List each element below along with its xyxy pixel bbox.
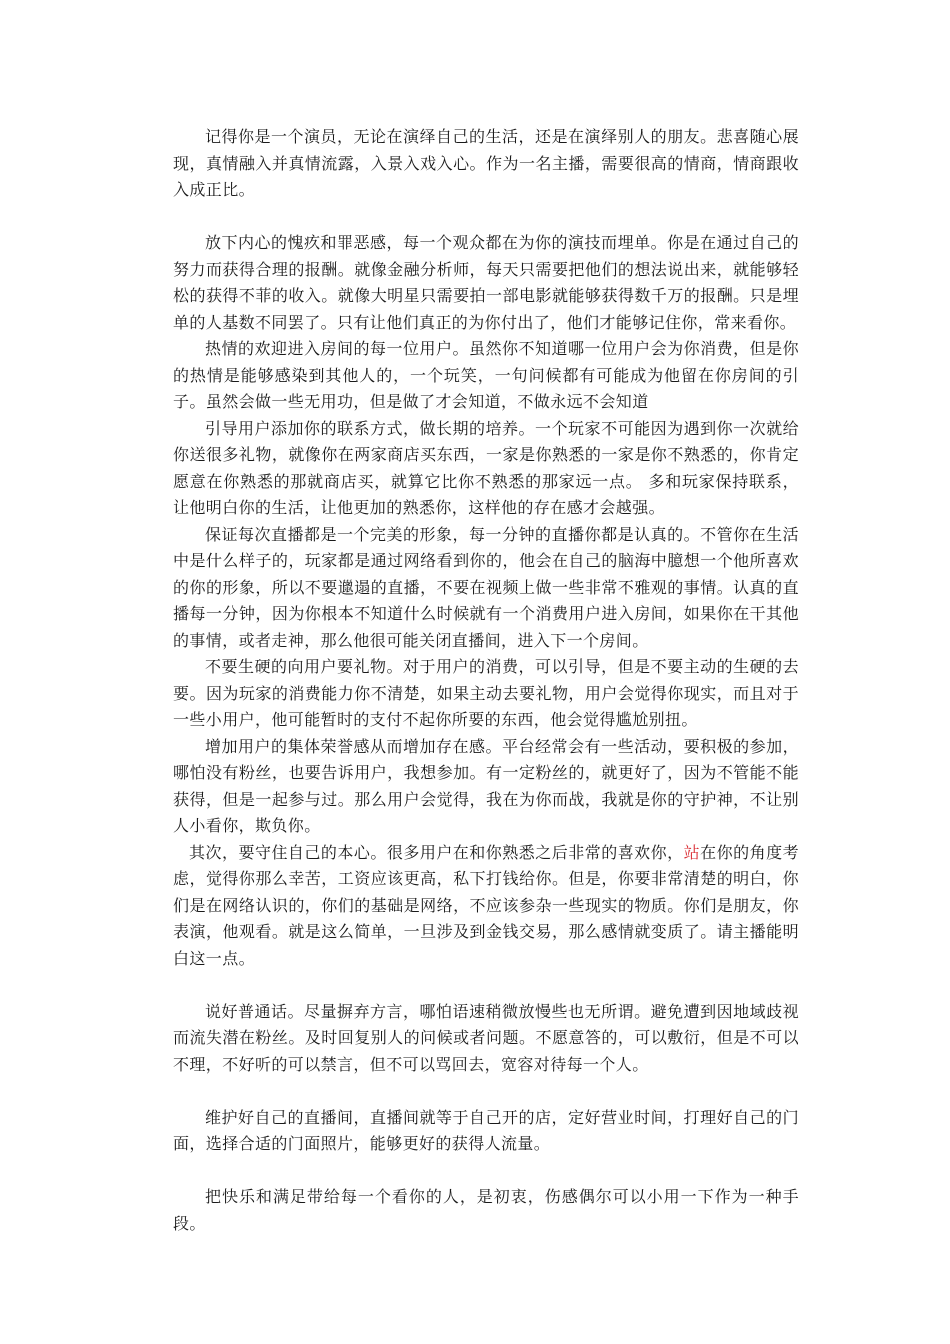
document-body [173, 124, 799, 1237]
highlighted-character: 站 [683, 842, 701, 862]
paragraph-gap [173, 1158, 799, 1185]
paragraph-8-start: 其次，要守住自己的本心。很多用户在和你熟悉之后非常的喜欢你， [189, 842, 684, 862]
paragraph-8 [173, 840, 799, 973]
paragraph-4: 引导用户添加你的联系方式，做长期的培养。一个玩家不可能因为遇到你一次就给你送很多礼物，就像你在两家商店买东西，一家是你熟悉的一家是你不熟悉的，你肯定愿意在你熟悉的那就商店买，就算它比你不熟悉的那家远一点。 多和玩家保持联系，让他明白你的生活，让他更加的熟悉你，这样他的存在感才会越强。 [173, 418, 799, 517]
paragraph-5: 保证每次直播都是一个完美的形象，每一分钟的直播你都是认真的。不管你在生活中是什么样子的，玩家都是通过网络看到你的，他会在自己的脑海中臆想一个他所喜欢的你的形象，所以不要邋遢的直播，不要在视频上做一些非常不雅观的事情。认真的直播每一分钟，因为你根本不知道什么时候就有一个消费用户进入房间，如果你在干其他的事情，或者走神，那么他很可能关闭直播间，进入下一个房间。 [173, 524, 799, 650]
paragraph-2: 放下内心的愧疚和罪恶感，每一个观众都在为你的演技而埋单。你是在通过自己的努力而获得合理的报酬。就像金融分析师，每天只需要把他们的想法说出来，就能够轻松的获得不菲的收入。就像大明星只需要拍一部电影就能够获得数千万的报酬。只是埋单的人基数不同罢了。只有让他们真正的为你付出了，他们才能够记住你，常来看你。 [173, 233, 799, 332]
paragraph-10: 维护好自己的直播间，直播间就等于自己开的店，定好营业时间，打理好自己的门面，选择合适的门面照片，能够更好的获得人流量。 [173, 1107, 799, 1153]
paragraph-8-end: 在你的角度考虑，觉得你那么幸苦，工资应该更高，私下打钱给你。但是，你要非常清楚的明白，你们是在网络认识的，你们的基础是网络，不应该参杂一些现实的物质。你们是朋友，你表演，他观看。就是这么简单，一旦涉及到金钱交易，那么感情就变质了。请主播能明白这一点。 [173, 842, 799, 968]
paragraph-1: 记得你是一个演员，无论在演绎自己的生活，还是在演绎别人的朋友。悲喜随心展现，真情融入并真情流露，入景入戏入心。作为一名主播，需要很高的情商，情商跟收入成正比。 [173, 127, 799, 199]
paragraph-11: 把快乐和满足带给每一个看你的人，是初衷，伤感偶尔可以小用一下作为一种手段。 [173, 1187, 799, 1233]
paragraph-gap [173, 1078, 799, 1105]
paragraph-7: 增加用户的集体荣誉感从而增加存在感。平台经常会有一些活动，要积极的参加，哪怕没有粉丝，也要告诉用户，我想参加。有一定粉丝的，就更好了，因为不管能不能获得，但是一起参与过。那么用户会觉得，我在为你而战，我就是你的守护神，不让别人小看你，欺负你。 [173, 736, 799, 835]
paragraph-gap [173, 204, 799, 231]
paragraph-3: 热情的欢迎进入房间的每一位用户。虽然你不知道哪一位用户会为你消费，但是你的热情是能够感染到其他人的，一个玩笑，一句问候都有可能成为他留在你房间的引子。虽然会做一些无用功，但是做了才会知道，不做永远不会知道 [173, 339, 799, 411]
paragraph-gap [173, 972, 799, 999]
paragraph-6: 不要生硬的向用户要礼物。对于用户的消费，可以引导，但是不要主动的生硬的去要。因为玩家的消费能力你不清楚，如果主动去要礼物，用户会觉得你现实，而且对于一些小用户，他可能暂时的支付不起你所要的东西，他会觉得尴尬别扭。 [173, 657, 799, 729]
paragraph-9: 说好普通话。尽量摒弃方言，哪怕语速稍微放慢些也无所谓。避免遭到因地域歧视而流失潜在粉丝。及时回复别人的问候或者问题。不愿意答的，可以敷衍，但是不可以不理，不好听的可以禁言，但不可以骂回去，宽容对待每一个人。 [173, 1001, 799, 1074]
